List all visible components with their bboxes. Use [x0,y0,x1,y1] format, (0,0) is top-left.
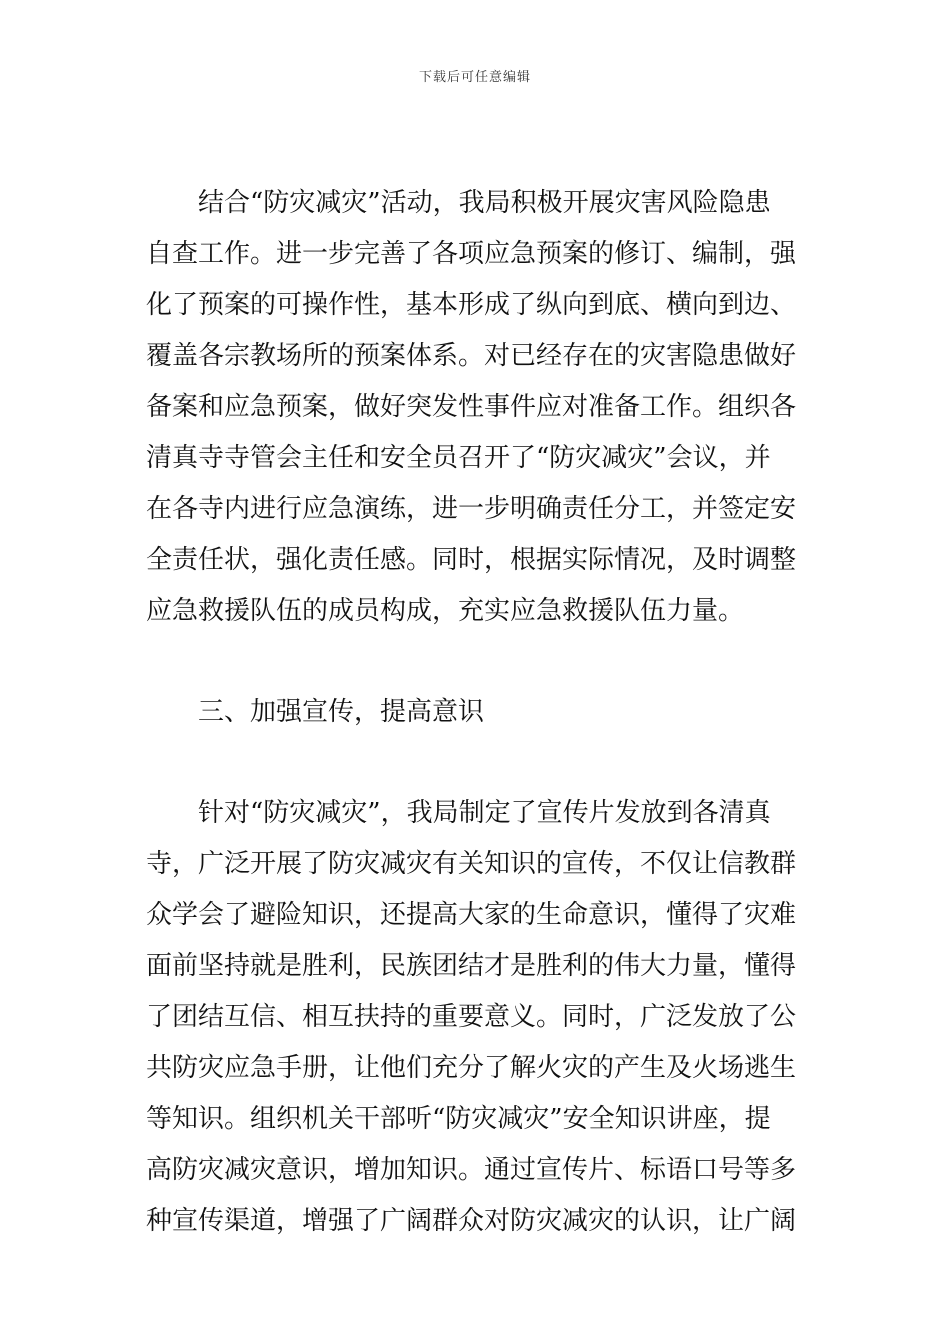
paragraph-spacer [146,637,808,687]
paragraph-line: 等知识。组织机关干部听“防灾减灾”安全知识讲座，提 [146,1104,771,1134]
paragraph-line: 全责任状，强化责任感。同时，根据实际情况，及时调整 [146,545,797,575]
paragraph-line: 备案和应急预案，做好突发性事件应对准备工作。组织各 [146,392,797,422]
page-header: 下载后可任意编辑 [418,70,531,85]
paragraph-line: 针对“防灾减灾”，我局制定了宣传片发放到各清真 [198,798,771,828]
paragraph-publicity [146,788,808,1247]
paragraph-line: 面前坚持就是胜利，民族团结才是胜利的伟大力量，懂得 [146,951,797,981]
paragraph-disaster-prevention-plans [146,178,808,637]
paragraph-line: 高防灾减灾意识，增加知识。通过宣传片、标语口号等多 [146,1155,797,1185]
paragraph-line: 结合“防灾减灾”活动，我局积极开展灾害风险隐患 [198,188,771,218]
paragraph-line: 清真寺寺管会主任和安全员召开了“防灾减灾”会议，并 [146,443,771,473]
paragraph-line: 种宣传渠道，增强了广阔群众对防灾减灾的认识，让广阔 [146,1206,797,1236]
document-body [146,178,808,1247]
paragraph-line: 应急救援队伍的成员构成，充实应急救援队伍力量。 [146,596,745,626]
paragraph-line: 化了预案的可操作性，基本形成了纵向到底、横向到边、 [146,290,797,320]
paragraph-line: 自查工作。进一步完善了各项应急预案的修订、编制，强 [146,239,797,269]
paragraph-line: 共防灾应急手册，让他们充分了解火灾的产生及火场逃生 [146,1053,797,1083]
paragraph-spacer [146,738,808,788]
paragraph-line: 众学会了避险知识，还提高大家的生命意识，懂得了灾难 [146,900,797,930]
section-heading-text: 三、加强宣传，提高意识 [198,697,485,727]
paragraph-line: 寺，广泛开展了防灾减灾有关知识的宣传，不仅让信教群 [146,849,797,879]
paragraph-line: 了团结互信、相互扶持的重要意义。同时，广泛发放了公 [146,1002,797,1032]
paragraph-line: 在各寺内进行应急演练，进一步明确责任分工，并签定安 [146,494,797,524]
section-heading-3 [146,687,808,738]
paragraph-line: 覆盖各宗教场所的预案体系。对已经存在的灾害隐患做好 [146,341,797,371]
